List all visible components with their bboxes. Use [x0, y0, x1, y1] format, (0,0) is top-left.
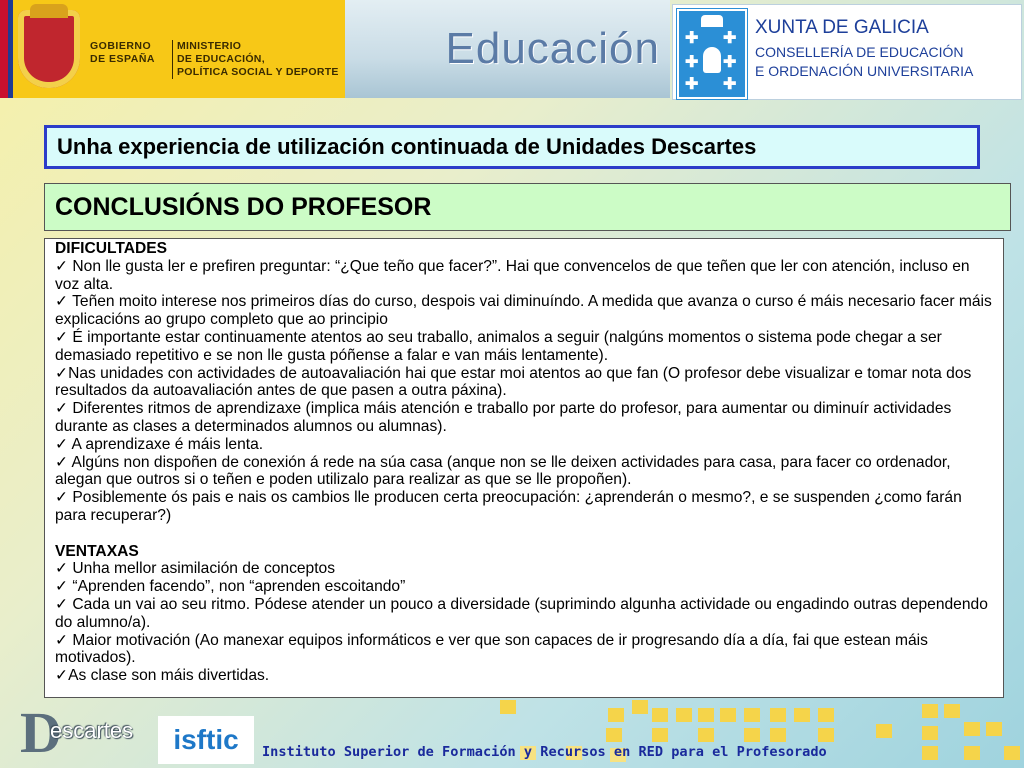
dificultade-item: ✓ Non lle gusta ler e prefiren preguntar: “¿Que teño que facer?”. Hai que convencelos de que teñen que ler con atención, incluso en voz alta. — [55, 257, 970, 293]
decorative-square — [652, 708, 668, 722]
decorative-square — [698, 728, 714, 742]
xunta-subtitle-line-2: E ORDENACIÓN UNIVERSITARIA — [755, 63, 974, 79]
crown-icon — [30, 4, 68, 18]
cross-icon: ✚ — [685, 54, 699, 71]
decorative-square — [676, 708, 692, 722]
decorative-square — [720, 708, 736, 722]
decorative-square — [922, 746, 938, 760]
cross-icon: ✚ — [685, 30, 699, 47]
xunta-logo — [672, 4, 1022, 100]
decorative-square — [632, 700, 648, 714]
cross-icon: ✚ — [723, 30, 737, 47]
dificultade-item: ✓ Algúns non dispoñen de conexión á rede na súa casa (anque non se lle deixen actividades para casa, para facer co ordenador, alegan que outros si o teñen e poden utilizalo para realizar as que se lle propoñen). — [55, 453, 951, 489]
decorative-square — [500, 700, 516, 714]
cross-icon: ✚ — [723, 54, 737, 71]
decorative-square — [744, 728, 760, 742]
gobierno-line-1: GOBIERNO — [90, 40, 152, 52]
dificultade-item: ✓ Teñen moito interese nos primeiros días do curso, despois vai diminuíndo. A medida que avanza o curso é máis necesario facer máis explicacións ao grupo completo que ao principio — [55, 293, 992, 329]
education-banner — [345, 0, 670, 98]
cross-icon: ✚ — [685, 76, 699, 93]
decorative-square — [944, 704, 960, 718]
xunta-title: XUNTA DE GALICIA — [755, 17, 929, 38]
decorative-square — [770, 728, 786, 742]
section-spacer — [55, 525, 995, 543]
decorative-square — [818, 708, 834, 722]
gobierno-ministerio-logo — [0, 0, 345, 98]
dificultade-item: ✓ Diferentes ritmos de aprendizaxe (implica máis atención e traballo por parte do profesor, para aumentar ou diminuír actividades durante as clases a determinados alumnos ou alumnas). — [55, 400, 952, 435]
dificultade-item: ✓ A aprendizaxe é máis lenta. — [55, 435, 264, 453]
galicia-shield-icon — [677, 9, 747, 99]
ventaxa-item: ✓ Maior motivación (Ao manexar equipos informáticos e ver que son capaces de ir progresando día a día, fai que estean máis motivados). — [55, 631, 928, 667]
descartes-letter: D — [20, 700, 62, 765]
dificultade-item: ✓ É importante estar continuamente atentos ao seu traballo, animalos a seguir (nalgúns momentos o sistema pode chegar a ser demasiado repetitivo e se non lle gusta póñense a falar e van máis lentamente). — [55, 328, 942, 364]
ministerio-text — [172, 40, 339, 79]
presentation-title-box — [44, 125, 980, 169]
decorative-square — [964, 722, 980, 736]
coat-of-arms-icon — [18, 10, 80, 88]
decorative-square — [922, 704, 938, 718]
isftic-text: isftic — [173, 724, 239, 755]
presentation-title: Unha experiencia de utilización continuada de Unidades Descartes — [57, 134, 757, 159]
decorative-square — [770, 708, 786, 722]
ventaxa-item: ✓ Unha mellor asimilación de conceptos — [55, 560, 336, 578]
crown-icon — [701, 15, 723, 27]
conclusions-title-box — [44, 183, 1011, 231]
flag-stripe-red — [0, 0, 8, 98]
content-box — [44, 238, 1004, 698]
decorative-square — [794, 708, 810, 722]
ministerio-line-2: DE EDUCACIÓN, — [177, 53, 265, 65]
decorative-square — [1004, 746, 1020, 760]
gobierno-text — [90, 40, 155, 66]
decorative-square — [922, 726, 938, 740]
xunta-subtitle — [755, 43, 973, 81]
flag-stripe-blue — [8, 0, 13, 98]
dificultades-heading: DIFICULTADES — [55, 240, 168, 257]
ventaxas-heading: VENTAXAS — [55, 542, 139, 560]
education-word: Educación — [445, 24, 660, 73]
dificultade-item: ✓ Posiblemente ós pais e nais os cambios lle producen certa preocupación: ¿aprenderán o mesmo?, e se suspenden ¿como farán para recuperar?) — [55, 489, 962, 524]
decorative-square — [986, 722, 1002, 736]
xunta-subtitle-line-1: CONSELLERÍA DE EDUCACIÓN — [755, 44, 964, 60]
decorative-square — [744, 708, 760, 722]
decorative-square — [964, 746, 980, 760]
isftic-logo — [158, 716, 254, 764]
ventaxa-item: ✓As clase son máis divertidas. — [55, 667, 270, 685]
institute-footer: Instituto Superior de Formación y Recursos en RED para el Profesorado — [262, 744, 827, 760]
ventaxa-item: ✓ “Aprenden facendo”, non “aprenden escoitando” — [55, 578, 406, 596]
descartes-logo — [20, 700, 160, 765]
dificultade-item: ✓Nas unidades con actividades de autoavaliación hai que estar moi atentos ao que fan (O profesor debe visualizar e tomar nota dos resultados da autoavaliación antes de que pasen a outra páxina). — [55, 364, 972, 400]
descartes-word: escartes — [50, 718, 134, 743]
decorative-square — [876, 724, 892, 738]
decorative-square — [606, 728, 622, 742]
chalice-icon — [703, 47, 721, 73]
decorative-square — [698, 708, 714, 722]
cross-icon: ✚ — [723, 76, 737, 93]
ventaxa-item: ✓ Cada un vai ao seu ritmo. Pódese atender un pouco a diversidade (suprimindo algunha actividade ou engadindo outras dependendo do alumno/a). — [55, 595, 988, 631]
ministerio-line-1: MINISTERIO — [177, 40, 242, 52]
decorative-square — [652, 728, 668, 742]
decorative-square — [608, 708, 624, 722]
conclusions-title: CONCLUSIÓNS DO PROFESOR — [55, 192, 432, 221]
gobierno-line-2: DE ESPAÑA — [90, 53, 155, 65]
decorative-square — [818, 728, 834, 742]
ministerio-line-3: POLÍTICA SOCIAL Y DEPORTE — [177, 66, 339, 78]
